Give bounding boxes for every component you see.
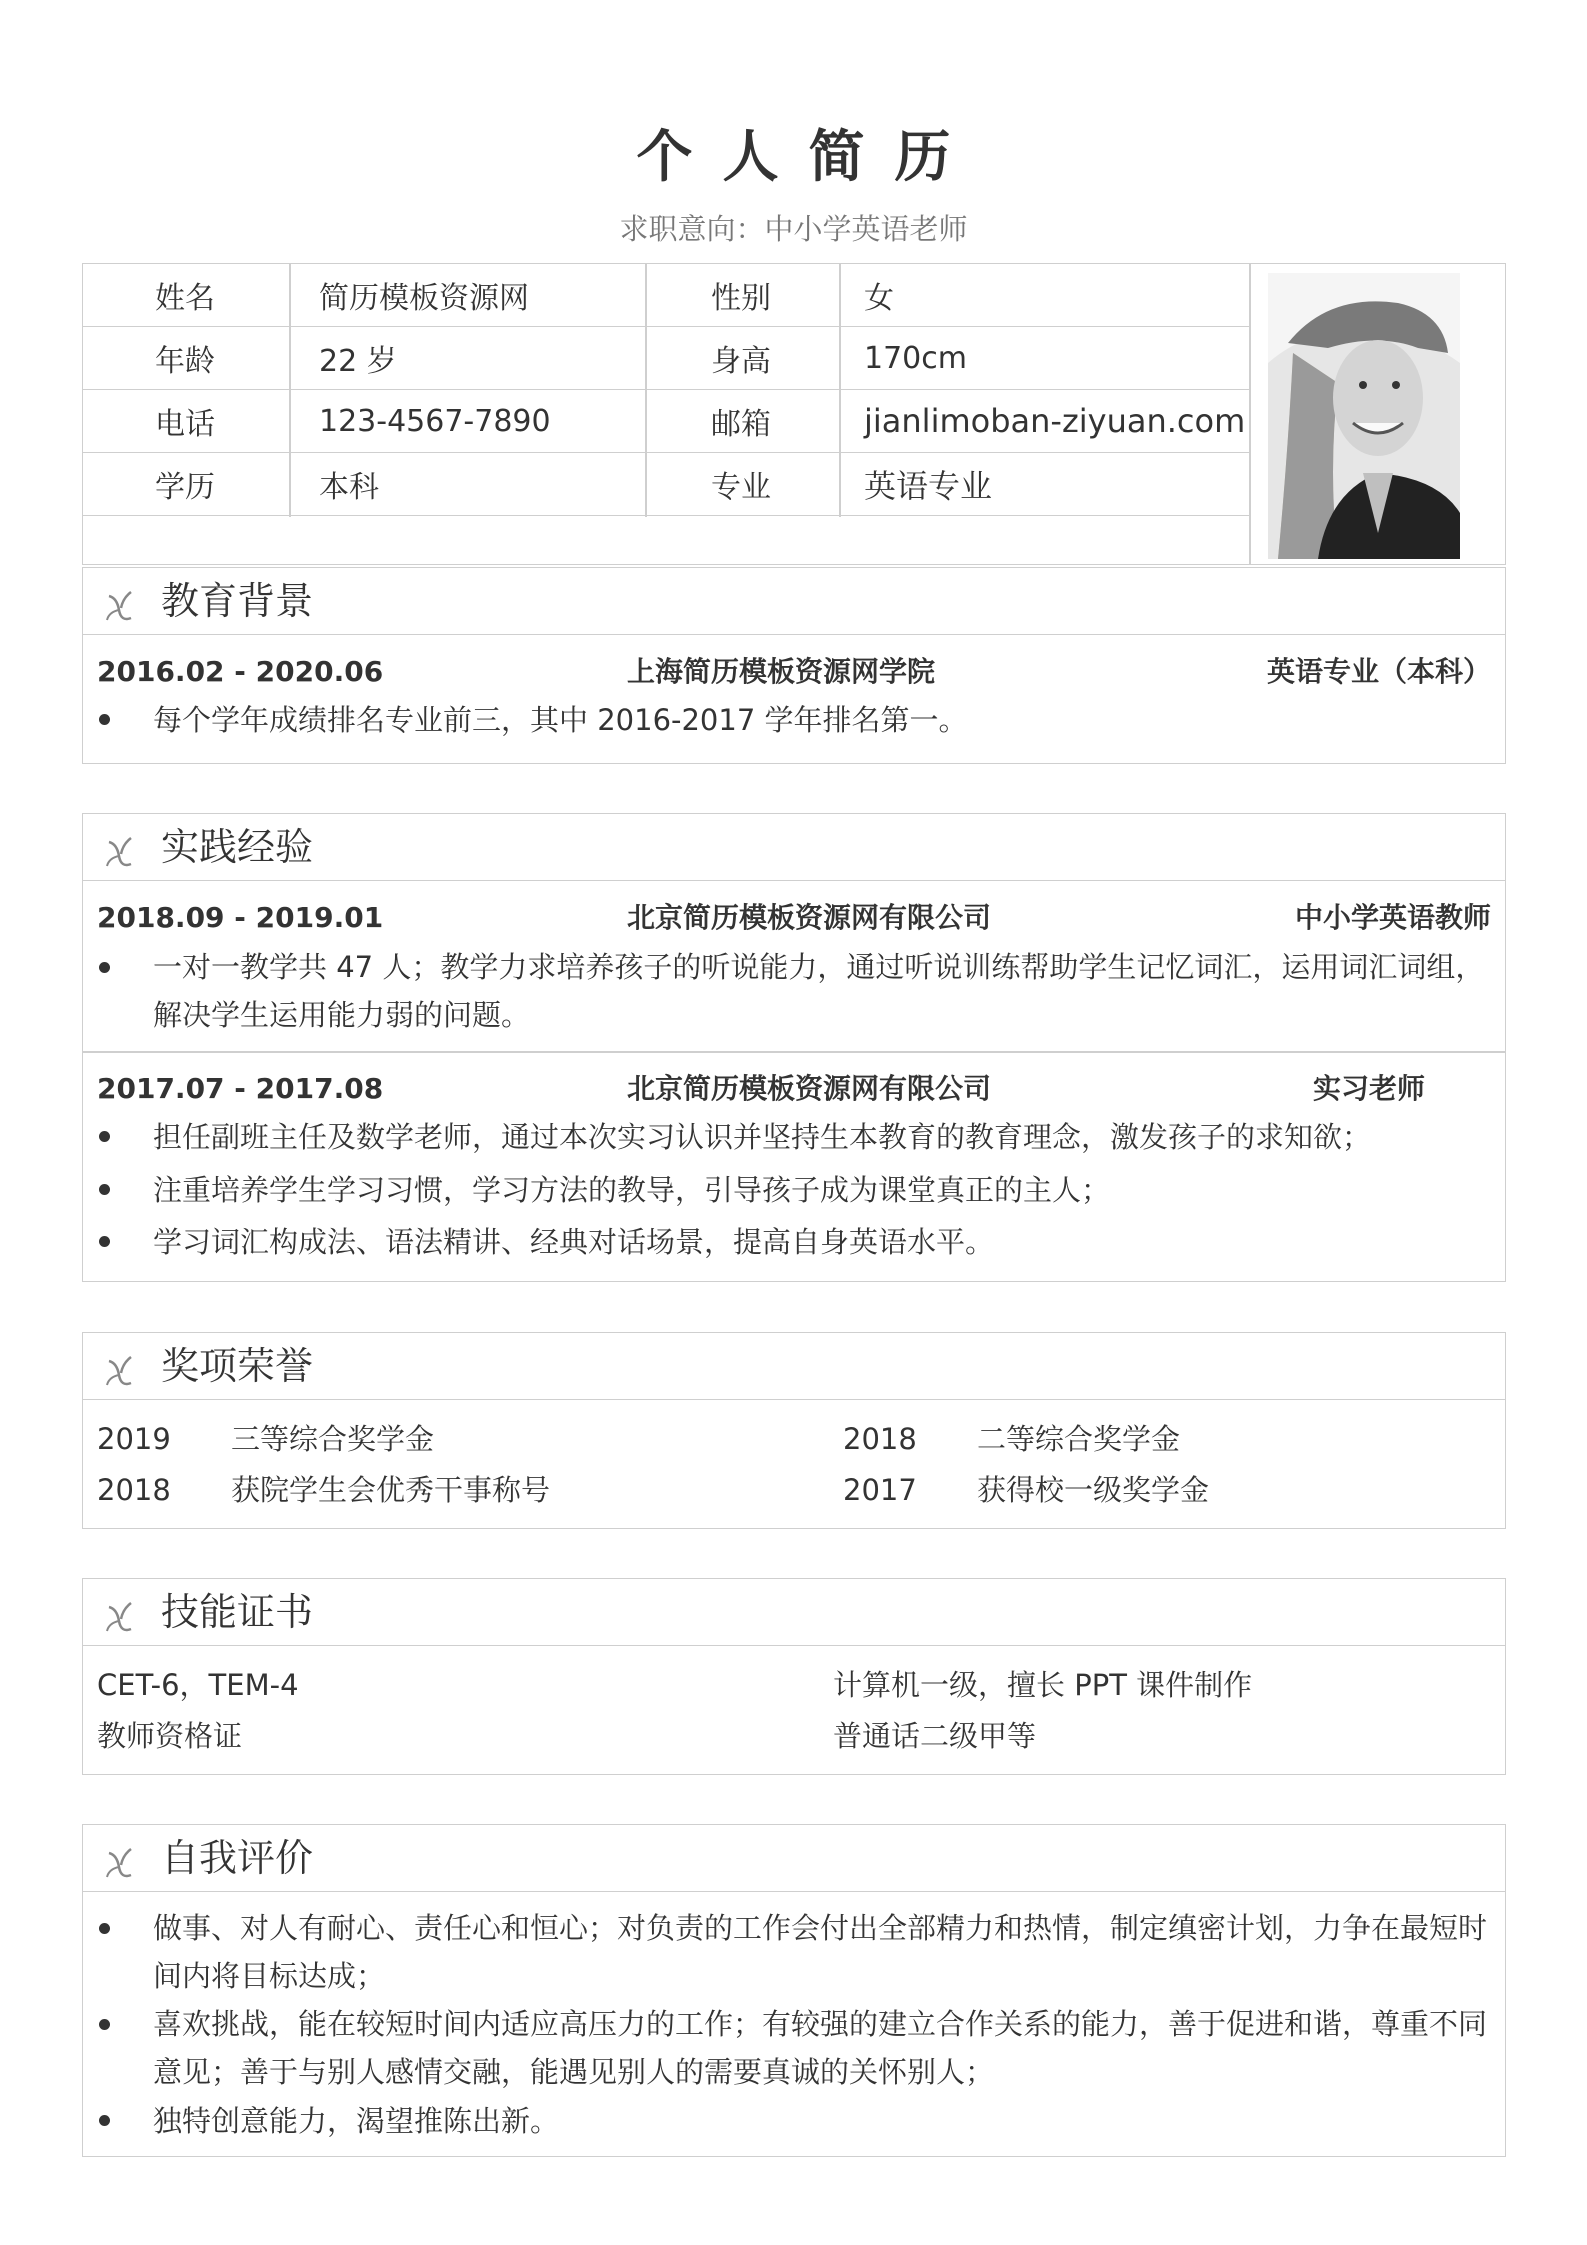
leaf-icon (101, 1843, 139, 1881)
info-label: 性别 (711, 281, 771, 316)
skills-section (82, 1578, 1506, 1775)
edu-date: 2016.02 - 2020.06 (97, 655, 384, 688)
skill-item: CET-6，TEM-4 (97, 1668, 299, 1702)
edu-school: 上海简历模板资源网学院 (627, 655, 936, 688)
education-section (82, 567, 1506, 764)
job-bullet: 注重培养学生学习习惯，学习方法的教导，引导孩子成为课堂真正的主人； (153, 1173, 1111, 1207)
info-label: 学历 (155, 470, 215, 505)
info-value: 女 (864, 281, 894, 316)
section-header (83, 568, 1505, 635)
info-value: 170cm (864, 340, 967, 376)
job-date: 2018.09 - 2019.01 (97, 901, 384, 934)
self-evaluation-section (82, 1824, 1506, 2157)
self-bullet: 喜欢挑战，能在较短时间内适应高压力的工作；有较强的建立合作关系的能力，善于促进和谐，尊重不同意见；善于与别人感情交融，能遇见别人的需要真诚的关怀别人； (153, 2007, 1488, 2089)
info-label: 姓名 (155, 281, 215, 316)
info-value: jianlimoban-ziyuan.com (864, 402, 1246, 440)
info-label: 年龄 (155, 344, 215, 379)
edu-major: 英语专业（本科） (1266, 655, 1491, 688)
leaf-icon (101, 1351, 139, 1389)
section-header (83, 1579, 1505, 1646)
award-name: 三等综合奖学金 (231, 1422, 435, 1456)
info-value: 英语专业 (864, 467, 993, 505)
job-company: 北京简历模板资源网有限公司 (627, 1072, 992, 1105)
job-bullet: 一对一教学共 47 人；教学力求培养孩子的听说能力，通过听说训练帮助学生记忆词汇，运用词汇词组，解决学生运用能力弱的问题。 (153, 950, 1485, 1032)
section-title: 自我评价 (161, 1836, 314, 1880)
info-label: 身高 (711, 344, 771, 379)
info-row (83, 264, 1249, 327)
awards-section (82, 1332, 1506, 1529)
award-year: 2017 (843, 1473, 917, 1507)
leaf-icon (101, 1597, 139, 1635)
info-row (83, 390, 1249, 453)
profile-photo (1268, 273, 1460, 559)
section-title: 技能证书 (161, 1590, 314, 1634)
section-title: 实践经验 (161, 825, 314, 869)
job-date: 2017.07 - 2017.08 (97, 1072, 384, 1105)
self-bullet: 做事、对人有耐心、责任心和恒心；对负责的工作会付出全部精力和热情，制定缜密计划，力争在最短时间内将目标达成； (153, 1911, 1488, 1993)
info-row (83, 327, 1249, 390)
info-value: 22 岁 (319, 344, 397, 379)
skill-item: 普通话二级甲等 (833, 1719, 1037, 1753)
info-row (83, 453, 1249, 516)
skill-item: 教师资格证 (97, 1719, 243, 1753)
leaf-icon (101, 832, 139, 870)
section-title: 教育背景 (161, 579, 314, 623)
self-bullet: 独特创意能力，渴望推陈出新。 (153, 2104, 560, 2138)
award-name: 获得校一级奖学金 (977, 1473, 1210, 1507)
page-title: 个人简历 (636, 125, 981, 190)
info-label: 专业 (711, 470, 771, 505)
job-role: 中小学英语教师 (1294, 901, 1491, 934)
info-label: 电话 (155, 407, 215, 442)
practice-section (82, 813, 1506, 1282)
job-role: 实习老师 (1313, 1072, 1426, 1105)
section-header (83, 1825, 1505, 1892)
edu-bullet: 每个学年成绩排名专业前三，其中 2016-2017 学年排名第一。 (153, 703, 968, 737)
section-header (83, 814, 1505, 881)
info-value: 本科 (319, 470, 379, 505)
job-bullet: 学习词汇构成法、语法精讲、经典对话场景，提高自身英语水平。 (153, 1225, 995, 1259)
info-value: 123-4567-7890 (319, 403, 551, 439)
award-name: 获院学生会优秀干事称号 (231, 1473, 551, 1507)
section-header (83, 1333, 1505, 1400)
award-year: 2018 (97, 1473, 171, 1507)
award-year: 2019 (97, 1422, 171, 1456)
info-label: 邮箱 (711, 407, 771, 442)
job-company: 北京简历模板资源网有限公司 (627, 901, 992, 934)
info-value: 简历模板资源网 (319, 281, 529, 316)
leaf-icon (101, 586, 139, 624)
personal-info-table (82, 263, 1506, 565)
job-bullet: 担任副班主任及数学老师，通过本次实习认识并坚持生本教育的教育理念，激发孩子的求知欲； (153, 1120, 1372, 1154)
skill-item: 计算机一级，擅长 PPT 课件制作 (833, 1668, 1253, 1702)
section-title: 奖项荣誉 (161, 1344, 314, 1388)
award-name: 二等综合奖学金 (977, 1422, 1181, 1456)
job-intention: 求职意向：中小学英语老师 (619, 212, 968, 246)
award-year: 2018 (843, 1422, 917, 1456)
